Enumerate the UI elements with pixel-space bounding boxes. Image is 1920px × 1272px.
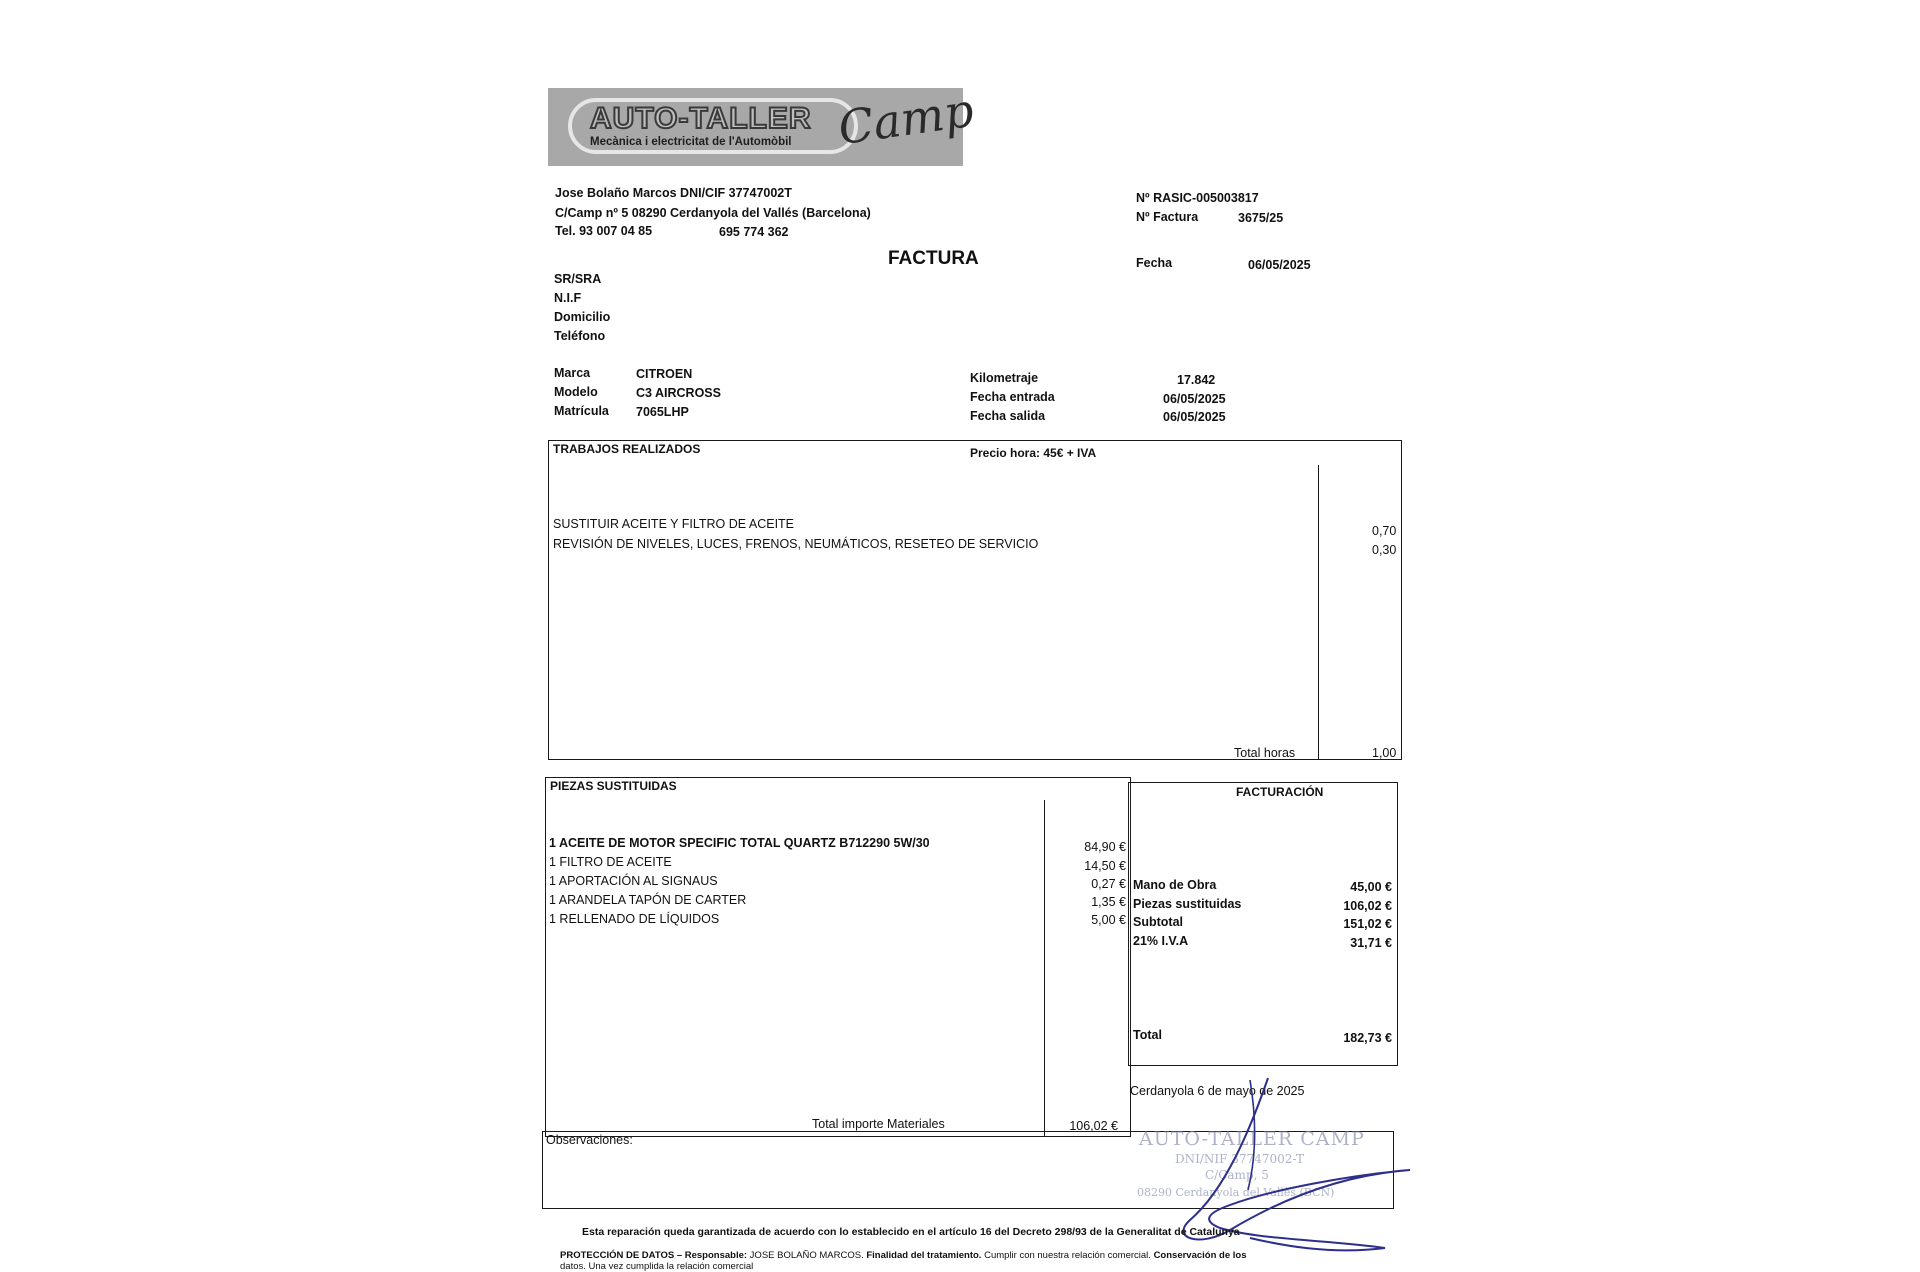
precio-hora: Precio hora: 45€ + IVA (970, 446, 1097, 460)
trabajos-header: TRABAJOS REALIZADOS (553, 442, 701, 456)
facturacion-header: FACTURACIÓN (1236, 785, 1324, 799)
fecha-label: Fecha (1136, 256, 1173, 270)
total-horas-value: 1,00 (1372, 746, 1397, 760)
issuer-address: C/Camp nº 5 08290 Cerdanyola del Vallés (Barcelona) (555, 206, 871, 220)
privacy-bold: PROTECCIÓN DE DATOS – Responsable: (560, 1250, 748, 1261)
client-telefono-label: Teléfono (554, 329, 606, 343)
subtotal-value: 151,02 € (1343, 917, 1392, 931)
pieza-item-price: 0,27 € (1091, 877, 1126, 891)
total-label: Total (1133, 1028, 1162, 1042)
stamp-line1: AUTO-TALLER CAMP (1139, 1128, 1365, 1150)
issuer-mobile: 695 774 362 (719, 225, 789, 239)
km-label: Kilometraje (970, 371, 1039, 385)
piezas-header: PIEZAS SUSTITUIDAS (550, 779, 677, 793)
logo-brand: AUTO-TALLER (590, 102, 812, 135)
privacy-text: JOSE BOLAÑO MARCOS. (747, 1250, 867, 1261)
iva-label: 21% I.V.A (1133, 934, 1189, 948)
fecha-value: 06/05/2025 (1248, 258, 1311, 272)
pieza-item-desc: 1 ARANDELA TAPÓN DE CARTER (549, 893, 747, 907)
issuer-phone: Tel. 93 007 04 85 (555, 224, 653, 238)
trabajo-item-hours: 0,70 (1372, 524, 1397, 538)
trabajo-item-hours: 0,30 (1372, 543, 1397, 557)
privacy-line2: datos. Una vez cumplida la relación comercial (560, 1261, 754, 1272)
rasic-number: Nº RASIC-005003817 (1136, 191, 1259, 205)
observaciones-label: Observaciones: (546, 1133, 633, 1147)
factura-number: 3675/25 (1238, 211, 1284, 225)
privacy-bold2: Finalidad del tratamiento. (866, 1250, 982, 1261)
privacy-notice (560, 1250, 1246, 1261)
client-nif-label: N.I.F (554, 291, 582, 305)
privacy-text2: Cumplir con nuestra relación comercial. (981, 1250, 1154, 1261)
client-domicilio-label: Domicilio (554, 310, 611, 324)
modelo-label: Modelo (554, 385, 598, 399)
trabajos-box (548, 440, 1402, 760)
piezas-sustituidas-label: Piezas sustituidas (1133, 897, 1242, 911)
mano-obra-value: 45,00 € (1350, 880, 1392, 894)
privacy-bold3: Conservación de los (1153, 1250, 1247, 1261)
piezas-divider (1044, 800, 1045, 1137)
stamp-line4: 08290 Cerdanyola del Vallès (BCN) (1137, 1186, 1335, 1199)
entrada-value: 06/05/2025 (1163, 392, 1226, 406)
logo-tagline: Mecànica i electricitat de l'Automòbil (590, 136, 792, 148)
marca-value: CITROEN (636, 367, 693, 381)
total-materiales-label: Total importe Materiales (812, 1117, 945, 1131)
pieza-item-price: 84,90 € (1084, 840, 1126, 854)
matricula-label: Matrícula (554, 404, 609, 418)
company-logo (548, 82, 977, 166)
logo-script: Camp (834, 82, 977, 156)
pieza-item-desc: 1 FILTRO DE ACEITE (549, 855, 672, 869)
stamp-line2: DNI/NIF 37747002-T (1175, 1152, 1304, 1166)
pieza-item-desc: 1 RELLENADO DE LÍQUIDOS (549, 912, 720, 926)
piezas-sustituidas-value: 106,02 € (1343, 899, 1392, 913)
salida-value: 06/05/2025 (1163, 410, 1226, 424)
km-value: 17.842 (1177, 373, 1216, 387)
iva-value: 31,71 € (1350, 936, 1392, 950)
issuer-line1: Jose Bolaño Marcos DNI/CIF 37747002T (555, 186, 792, 200)
trabajos-divider (1318, 465, 1319, 760)
total-value: 182,73 € (1343, 1031, 1392, 1045)
total-horas-label: Total horas (1234, 746, 1296, 760)
pieza-item-desc: 1 ACEITE DE MOTOR SPECIFIC TOTAL QUARTZ B712290 5W/30 (549, 836, 930, 850)
marca-label: Marca (554, 366, 591, 380)
modelo-value: C3 AIRCROSS (636, 386, 721, 400)
trabajo-item-desc: REVISIÓN DE NIVELES, LUCES, FRENOS, NEUMÁTICOS, RESETEO DE SERVICIO (553, 537, 1039, 551)
matricula-value: 7065LHP (636, 405, 689, 419)
mano-obra-label: Mano de Obra (1133, 878, 1217, 892)
place-date: Cerdanyola 6 de mayo de 2025 (1130, 1084, 1305, 1098)
salida-label: Fecha salida (970, 409, 1046, 423)
guarantee-text: Esta reparación queda garantizada de acuerdo con lo establecido en el artículo 16 del Decreto 298/93 de la Generalitat de Catalunya (582, 1226, 1240, 1238)
client-sr-label: SR/SRA (554, 272, 602, 286)
pieza-item-price: 14,50 € (1084, 859, 1126, 873)
factura-label: Nº Factura (1136, 210, 1199, 224)
total-materiales-value: 106,02 € (1069, 1119, 1118, 1133)
entrada-label: Fecha entrada (970, 390, 1055, 404)
pieza-item-price: 1,35 € (1091, 895, 1126, 909)
document-title: FACTURA (888, 248, 979, 269)
trabajo-item-desc: SUSTITUIR ACEITE Y FILTRO DE ACEITE (553, 517, 795, 531)
subtotal-label: Subtotal (1133, 915, 1183, 929)
stamp-line3: C/Camp, 5 (1205, 1168, 1269, 1182)
pieza-item-price: 5,00 € (1091, 913, 1126, 927)
pieza-item-desc: 1 APORTACIÓN AL SIGNAUS (549, 874, 718, 888)
